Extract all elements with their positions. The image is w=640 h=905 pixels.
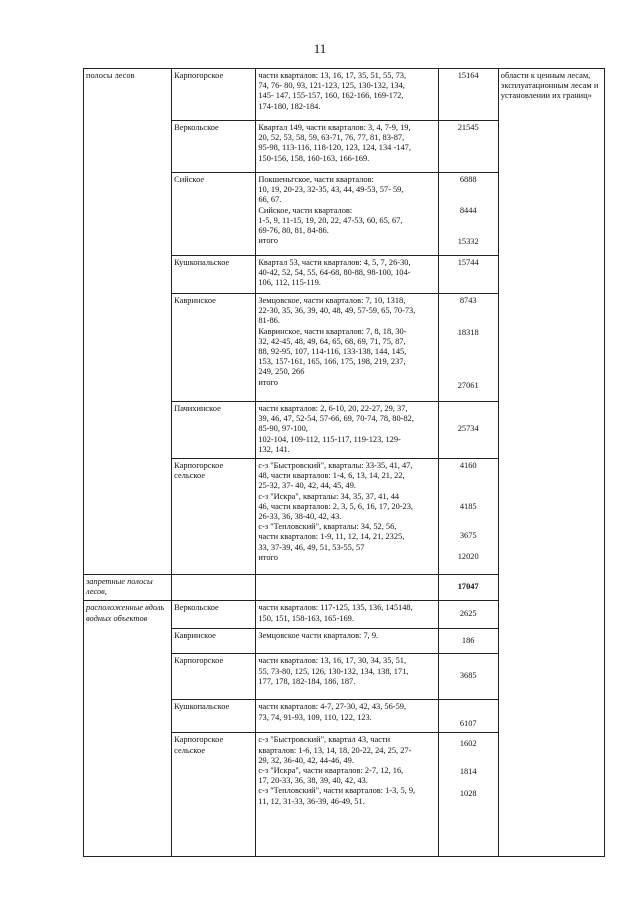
quarters-cell: Квартал 53, части кварталов: 4, 5, 7, 26-30, 40-42, 52, 54, 55, 64-68, 80-88, 98-100, 104- 106, 112, 115-119. bbox=[256, 256, 438, 294]
quarters-cell: части кварталов: 4-7, 27-30, 42, 43, 56-59, 73, 74, 91-93, 109, 110, 122, 123. bbox=[256, 700, 438, 733]
area-cell: 8743 18318 27061 bbox=[438, 294, 498, 402]
area-cell: 186 bbox=[438, 629, 498, 654]
area-cell: 6107 bbox=[438, 700, 498, 733]
forestry-name: Карпогорское bbox=[172, 654, 256, 700]
quarters-cell: Квартал 149, части кварталов: 3, 4, 7-9, 19, 20, 52, 53, 58, 59, 63-71, 76, 77, 81, 83-87, 95-98, 113-116, 118-120, 123, 124, 134 -147, 150-156, 158, 160-163, 166-169. bbox=[256, 121, 438, 173]
empty-cell bbox=[256, 575, 438, 601]
forestry-name: Пачихинское bbox=[172, 402, 256, 459]
forestry-name: Сийское bbox=[172, 173, 256, 256]
area-cell: 4160 4185 3675 12020 bbox=[438, 459, 498, 575]
forestry-name: Кушкопальское bbox=[172, 256, 256, 294]
quarters-cell: с-з "Быстровский", квартал 43, части кварталов: 1-6, 13, 14, 18, 20-22, 24, 25, 27- 29, 32, 36-40, 42, 44-46, 49. с-з "Искра", части кварталов: 2-7, 12, 16, 17, 20-33, 36, 38, 39, 40, 42, 43. с-з "Тепловский", части кварталов: 1-3, 5, 9, 11, 12, 31-33, 36-39, 46-49, 51. bbox=[256, 733, 438, 857]
category-cell: полосы лесов bbox=[84, 69, 172, 575]
forestry-name: Карпогорское сельское bbox=[172, 459, 256, 575]
forest-protection-table bbox=[83, 68, 605, 857]
area-cell: 2625 bbox=[438, 601, 498, 629]
category-cell: запретные полосы лесов, bbox=[84, 575, 172, 601]
forestry-name: Веркольское bbox=[172, 601, 256, 629]
forestry-name: Кавринское bbox=[172, 294, 256, 402]
quarters-cell: Земцовское, части кварталов: 7, 10, 1318, 22-30, 35, 36, 39, 40, 48, 49, 57-59, 65, 70-73, 81-86. Кавринское, части кварталов: 7, 8, 18, 30- 32, 42-45, 48, 49, 64, 65, 68, 69, 71, 75, 87, 88, 92-95, 107, 114-116, 133-138, 144, 145, 153, 157-161, 165, 166, 175, 198, 219, 237, 249, 250, 266 итого bbox=[256, 294, 438, 402]
quarters-cell: Покшеньгское, части кварталов: 10, 19, 20-23, 32-35, 43, 44, 49-53, 57- 59, 66, 67. Сийское, части кварталов: 1-5, 9, 11-15, 19, 20, 22, 47-53, 60, 65, 67, 69-76, 80, 81, 84-86. итого bbox=[256, 173, 438, 256]
quarters-cell: части кварталов: 13, 16, 17, 30, 34, 35, 51, 55, 73-80, 125, 126, 130-132, 134, 138, 171, 177, 178, 182-184, 186, 187. bbox=[256, 654, 438, 700]
area-cell: 25734 bbox=[438, 402, 498, 459]
quarters-cell: Земцовское части кварталов: 7, 9. bbox=[256, 629, 438, 654]
empty-cell bbox=[172, 575, 256, 601]
area-cell: 15744 bbox=[438, 256, 498, 294]
area-cell: 6888 8444 15332 bbox=[438, 173, 498, 256]
forestry-name: Веркольское bbox=[172, 121, 256, 173]
area-cell: 3685 bbox=[438, 654, 498, 700]
total-area-cell: 17047 bbox=[438, 575, 498, 601]
quarters-cell: части кварталов: 117-125, 135, 136, 145148, 150, 151, 158-163, 165-169. bbox=[256, 601, 438, 629]
category-cell: расположенные вдоль водных объектов bbox=[84, 601, 172, 857]
quarters-cell: части кварталов: 2, 6-10, 20, 22-27, 29, 37, 39, 46, 47, 52-54, 57-66, 69, 70-74, 78, 80-82, 85-90, 97-100, 102-104, 109-112, 115-117, 119-123, 129- 132, 141. bbox=[256, 402, 438, 459]
quarters-cell: части кварталов: 13, 16, 17, 35, 51, 55, 73, 74, 76- 80, 93, 121-123, 125, 130-132, 134, 145- 147, 155-157, 160, 162-166, 169-172, 174-180, 182-184. bbox=[256, 69, 438, 121]
forestry-name: Карпогорское bbox=[172, 69, 256, 121]
area-cell: 15164 bbox=[438, 69, 498, 121]
area-cell: 1602 1814 1028 bbox=[438, 733, 498, 857]
forestry-name: Кавринское bbox=[172, 629, 256, 654]
quarters-cell: с-з "Быстровский", кварталы: 33-35, 41, 47, 48, части кварталов: 1-4, 6, 13, 14, 21, 22, 25-32, 37- 40, 42, 44, 45, 49. с-з "Искра", кварталы: 34, 35, 37, 41, 44 46, части кварталов: 2, 3, 5, 6, 16, 17, 20-23, 26-33, 36, 38-40, 42, 43. с-з "Тепловский", кварталы: 34, 52, 56, части кварталов: 1-9, 11, 12, 14, 21, 2325, 33, 37-39, 46, 49, 51, 53-55, 57 итого bbox=[256, 459, 438, 575]
area-cell: 21545 bbox=[438, 121, 498, 173]
forestry-name: Карпогорское сельское bbox=[172, 733, 256, 857]
table-row bbox=[84, 69, 605, 121]
page-number: 11 bbox=[313, 41, 327, 56]
note-cell: области к ценным лесам, эксплуатационным лесам и установлении их границ» bbox=[498, 69, 604, 857]
forestry-name: Кушкопальское bbox=[172, 700, 256, 733]
